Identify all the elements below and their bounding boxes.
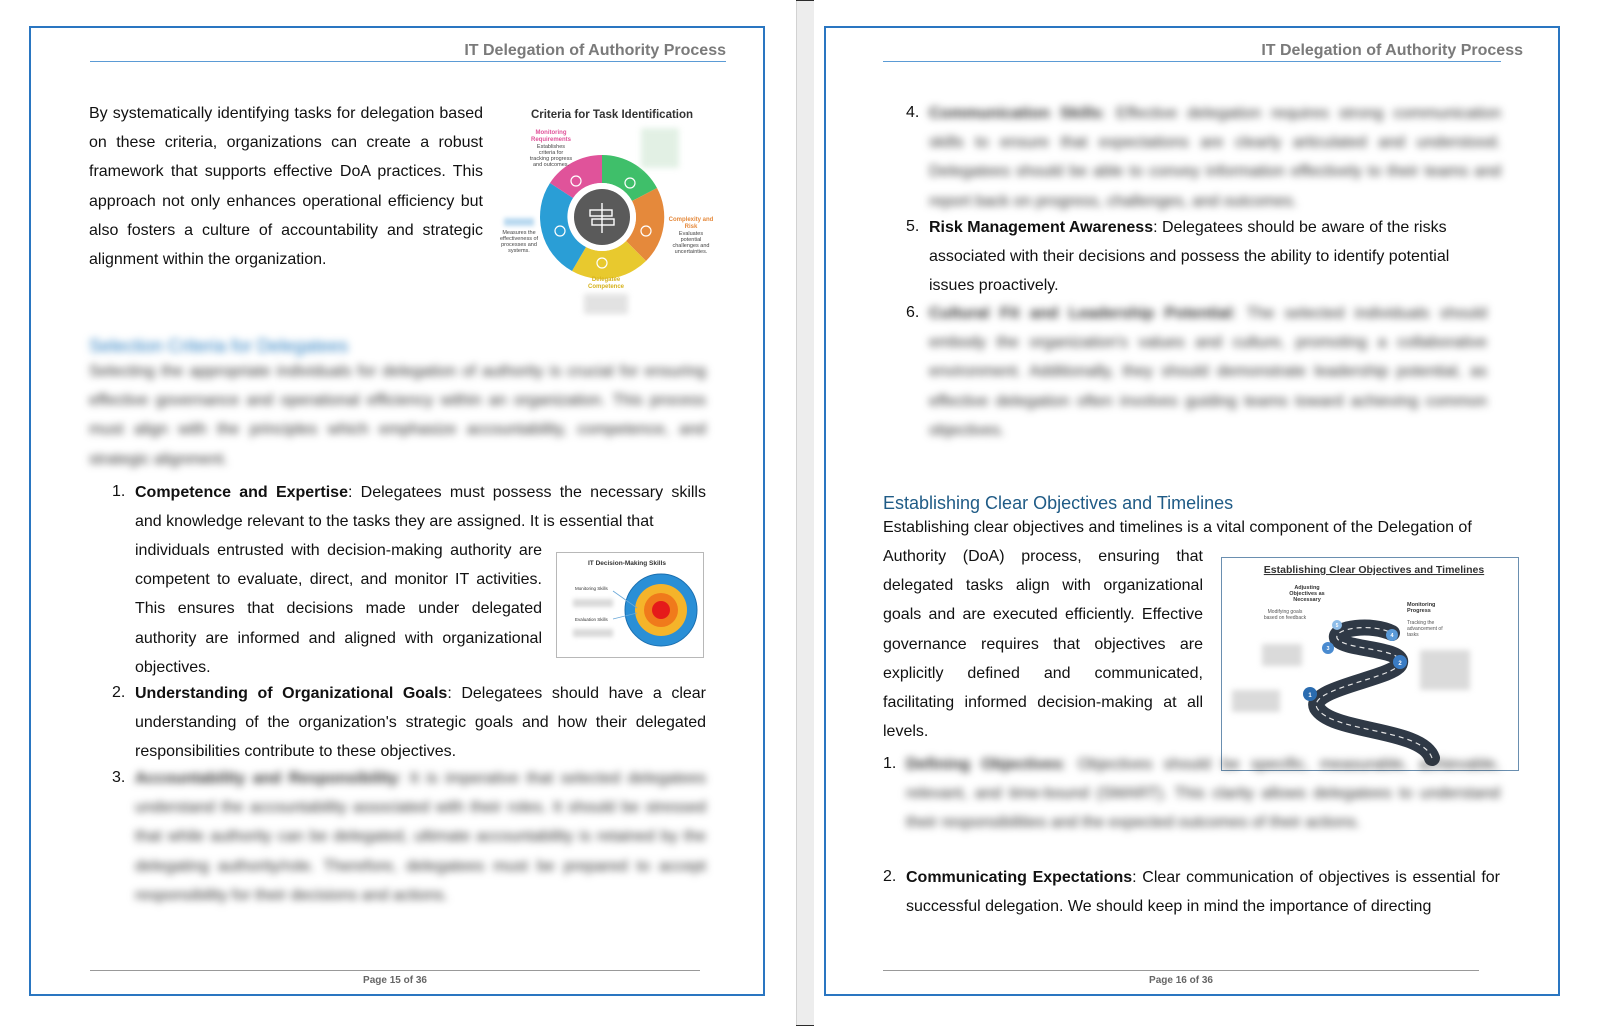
svg-text:Establishes: Establishes — [536, 144, 566, 150]
list-item-bold: Risk Management Awareness — [929, 219, 1154, 236]
criteria-task-identification-figure — [496, 100, 726, 320]
target-bullseye — [652, 601, 670, 619]
svg-text:systems.: systems. — [508, 248, 530, 254]
label-adjusting-objectives: Adjusting — [1294, 585, 1320, 591]
svg-text:based on feedback: based on feedback — [1263, 615, 1307, 621]
list-item-communicating-expectations — [906, 863, 1500, 921]
list-item-text: : Delegatees should have a clear understanding of the organization's strategic goals and how their delegated responsibilities contribute to these objectives. — [135, 685, 706, 761]
list-number-2: 2. — [883, 868, 897, 885]
page-number: Page 16 of 36 — [1149, 975, 1213, 986]
list-item-bold: Understanding of Organizational Goals — [135, 685, 448, 702]
list-item-cultural-fit — [929, 299, 1487, 445]
list-item-text: : Delegatees must possess the necessary skills and knowledge relevant to the tasks they are assigned. It is essential that — [135, 484, 706, 531]
svg-text:4: 4 — [1390, 633, 1394, 639]
list-item-bold: Defining Objectives — [906, 756, 1063, 773]
list-item-text: : Effective delegation requires strong communication skills to ensure that expectations are clearly articulated and understood. Delegatees should be able to convey information effectively to their teams and report back on progress, challenges, and outcomes. — [929, 105, 1502, 210]
intro-paragraph: By systematically identifying tasks for delegation based on these criteria, organizations can create a robust framework that supports effective DoA practices. This approach not only enhances operational efficiency but also fosters a culture of accountability and strategic alignment within the organization. — [89, 105, 483, 269]
list-item-understanding-goals — [135, 679, 706, 767]
list-number-5: 5. — [906, 218, 920, 235]
section-heading-objectives: Establishing Clear Objectives and Timelines — [883, 493, 1234, 513]
label-monitoring-progress: Monitoring — [1407, 602, 1436, 608]
it-decision-making-skills-figure — [556, 552, 704, 658]
list-number-2: 2. — [112, 684, 126, 701]
svg-text:Requirements: Requirements — [530, 137, 572, 143]
list-item-bold: Accountability and Responsibility — [135, 770, 398, 787]
svg-text:effectiveness of: effectiveness of — [499, 236, 539, 242]
svg-text:Competence: Competence — [587, 284, 625, 290]
list-item-competence-continued: individuals entrusted with decision-making authority are competent to evaluate, direct, and monitor IT activities. This ensures that decisions made under delegated authority are informed and aligned with organizational objectives. — [135, 542, 542, 676]
objectives-paragraph: Authority (DoA) process, ensuring that delegated tasks align with organizational goals and are executed efficiently. Effective governance requires that objectives are explicitly defined and communicated, facilitating informed decision-making at all levels. — [883, 548, 1203, 741]
document-page-16 — [814, 0, 1608, 1026]
list-item-defining-objectives — [906, 750, 1500, 838]
selection-criteria-paragraph: Selecting the appropriate individuals for delegation of authority is crucial for ensuring effective governance and operational efficiency within an organization. This process must align with the principles which emphasize accountability, competence, and strategic alignment. — [89, 363, 706, 468]
label-delegatee-competence: Delegatee — [591, 277, 621, 283]
svg-text:criteria for: criteria for — [538, 150, 564, 156]
list-item-text: : It is imperative that selected delegatees understand the accountability associated with their roles. It should be stressed that while authority can be delegated, ultimate accountability is retained by the delegating authority/role. Therefore, delegatees must be prepared to accept responsibility for their decisions and actions. — [135, 770, 707, 904]
svg-text:advancement of: advancement of — [1407, 626, 1443, 632]
svg-text:Necessary: Necessary — [1293, 597, 1321, 603]
svg-text:processes and: processes and — [501, 242, 537, 248]
page-number: Page 15 of 36 — [363, 975, 427, 986]
list-number-1: 1. — [883, 755, 897, 772]
selection-criteria-heading: Selection Criteria for Delegatees — [89, 336, 349, 356]
footer-rule — [883, 970, 1479, 971]
criteria-wheel-diagram — [496, 100, 726, 320]
winding-road-diagram — [1222, 558, 1518, 770]
page-header-title: IT Delegation of Authority Process — [1261, 42, 1523, 59]
figure-title: Criteria for Task Identification — [530, 109, 694, 121]
footer-rule — [90, 970, 700, 971]
svg-text:potential: potential — [680, 237, 702, 243]
list-item-text: : Objectives should be specific, measurable, achievable, relevant, and time-bound (SMART). This clarity allows delegatees to understand their responsibilities and the expected outcomes of their actions. — [906, 756, 1500, 832]
page-header-title: IT Delegation of Authority Process — [464, 42, 726, 59]
list-number-1: 1. — [112, 483, 126, 500]
figure-title: IT Decision-Making Skills — [587, 560, 667, 567]
list-item-bold: Communicating Expectations — [906, 869, 1133, 886]
header-rule — [883, 61, 1501, 62]
label-monitoring-skills: Monitoring Skills — [575, 586, 608, 591]
list-number-3: 3. — [112, 769, 126, 786]
list-item-text: : Delegatees should be aware of the risks associated with their decisions and possess the ability to identify potential issues proactively. — [929, 219, 1450, 295]
list-item-text: : Clear communication of objectives is essential for successful delegation. We should keep in mind the importance of directing — [906, 869, 1501, 916]
objectives-timelines-figure — [1221, 557, 1519, 771]
svg-text:Modifying goals: Modifying goals — [1267, 609, 1303, 615]
document-page-15 — [0, 0, 796, 1026]
svg-text:and outcomes.: and outcomes. — [532, 162, 570, 168]
svg-text:2: 2 — [1398, 661, 1402, 667]
list-number-6: 6. — [906, 304, 920, 321]
list-item-bold: Competence and Expertise — [135, 484, 348, 501]
svg-text:Tracking the: Tracking the — [1407, 620, 1435, 626]
svg-text:tasks: tasks — [1407, 632, 1419, 638]
label-evaluation-skills: Evaluation Skills — [575, 617, 608, 622]
svg-text:Evaluates: Evaluates — [678, 231, 704, 237]
svg-text:Objectives as: Objectives as — [1289, 591, 1325, 597]
list-item-bold: Communication Skills — [929, 105, 1102, 122]
target-diagram — [557, 553, 703, 657]
svg-text:uncertainties.: uncertainties. — [674, 249, 708, 255]
header-rule — [90, 61, 726, 62]
objectives-intro-line: Establishing clear objectives and timelines is a vital component of the Delegation of — [883, 519, 1472, 536]
list-item-accountability — [135, 764, 706, 910]
figure-title: Establishing Clear Objectives and Timelines — [1263, 564, 1485, 576]
svg-text:challenges and: challenges and — [672, 243, 710, 249]
label-monitoring-requirements: Monitoring — [535, 130, 567, 136]
page-gutter — [796, 1, 816, 1025]
svg-text:tracking progress: tracking progress — [529, 156, 573, 162]
list-item-risk-management — [929, 213, 1479, 301]
svg-text:3: 3 — [1326, 646, 1330, 652]
list-item-competence — [135, 478, 706, 536]
list-item-communication-skills — [929, 99, 1501, 216]
label-complexity-risk: Complexity and — [668, 217, 714, 223]
list-number-4: 4. — [906, 104, 920, 121]
list-item-text: : The selected individuals should embody the organization's values and culture, promoting a collaborative environment. Additionally, they should demonstrate leadership potential, as effective delegation often involves guiding teams toward achieving common objectives. — [929, 305, 1487, 439]
svg-text:Progress: Progress — [1407, 608, 1431, 614]
svg-text:5: 5 — [1335, 623, 1339, 629]
list-item-bold: Cultural Fit and Leadership Potential — [929, 305, 1233, 322]
svg-text:1: 1 — [1308, 693, 1312, 699]
label-measures-effectiveness: Measures the — [502, 230, 536, 236]
svg-text:Risk: Risk — [684, 224, 698, 230]
